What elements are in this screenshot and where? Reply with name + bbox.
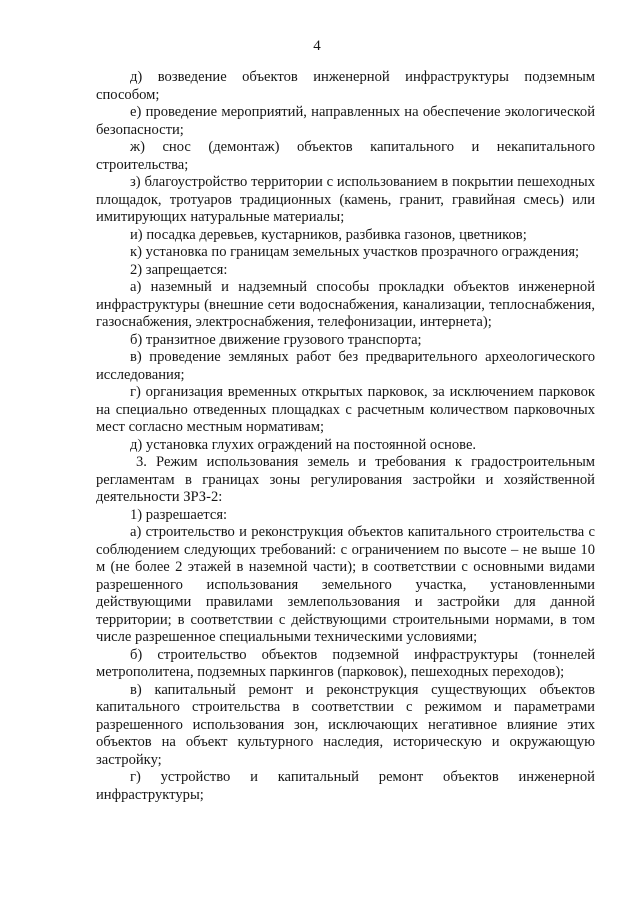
- section-3-zrz2-heading: 3. Режим использования земель и требования к градостроительным регламентам в границах зоны регулирования застройки и хозяйственной деятельности ЗРЗ-2:: [96, 454, 595, 505]
- paragraph-d-underground-infrastructure: д) возведение объектов инженерной инфраструктуры подземным способом;: [96, 69, 595, 103]
- paragraph-a-construction-requirements: а) строительство и реконструкция объектов капитального строительства с соблюдением следующих требований: с ограничением по высоте – не выше 10 м (не более 2 этажей в наземной части); в соответствии с основными видами разрешенного использования земельного участка, установленными действующими правилами землепользования и застройки для данной территории; в соответствии с действующими строительными нормами, в том числе разрешенное специальными техническими условиями;: [96, 524, 595, 645]
- paragraph-k-transparent-fencing: к) установка по границам земельных участков прозрачного ограждения;: [130, 244, 580, 260]
- paragraph-b-transit-traffic: б) транзитное движение грузового транспорта;: [130, 331, 422, 348]
- section-1-allowed-heading: 1) разрешается:: [130, 506, 228, 523]
- section-2-prohibited-heading: 2) запрещается:: [130, 261, 228, 278]
- paragraph-z-landscaping: з) благоустройство территории с использованием в покрытии пешеходных площадок, тротуаров традиционных (камень, гранит, гравийная смесь) или имитирующих натуральные материалы;: [96, 174, 595, 225]
- paragraph-e-ecological-safety: е) проведение мероприятий, направленных на обеспечение экологической безопасности;: [96, 104, 595, 138]
- page-number: 4: [313, 38, 321, 54]
- paragraph-b-underground-construction: б) строительство объектов подземной инфраструктуры (тоннелей метрополитена, подземных паркингов (парковок), пешеходных переходов);: [96, 646, 595, 680]
- paragraph-v-capital-repair: в) капитальный ремонт и реконструкция существующих объектов капитального строительства в соответствии с режимом и параметрами разрешенного использования зон, исключающих негативное влияние этих объектов на объект культурного наследия, историческую и окружающую застройку;: [96, 681, 595, 768]
- paragraph-zh-demolition: ж) снос (демонтаж) объектов капитального и некапитального строительства;: [96, 139, 595, 173]
- document-body: [96, 69, 595, 804]
- paragraph-a-above-ground-laying: а) наземный и надземный способы прокладки объектов инженерной инфраструктуры (внешние сети водоснабжения, канализации, теплоснабжения, газоснабжения, электроснабжения, телефонизации, интернета);: [96, 279, 595, 330]
- paragraph-g-engineering-repair: г) устройство и капитальный ремонт объектов инженерной инфраструктуры;: [96, 769, 595, 803]
- paragraph-v-earthworks: в) проведение земляных работ без предварительного археологического исследования;: [96, 349, 595, 383]
- paragraph-g-temporary-parking: г) организация временных открытых парковок, за исключением парковок на специально отведенных площадках с расчетным количеством парковочных мест согласно местным нормативам;: [96, 384, 595, 435]
- paragraph-i-planting: и) посадка деревьев, кустарников, разбивка газонов, цветников;: [130, 226, 527, 243]
- paragraph-d-solid-fencing: д) установка глухих ограждений на постоянной основе.: [130, 436, 477, 453]
